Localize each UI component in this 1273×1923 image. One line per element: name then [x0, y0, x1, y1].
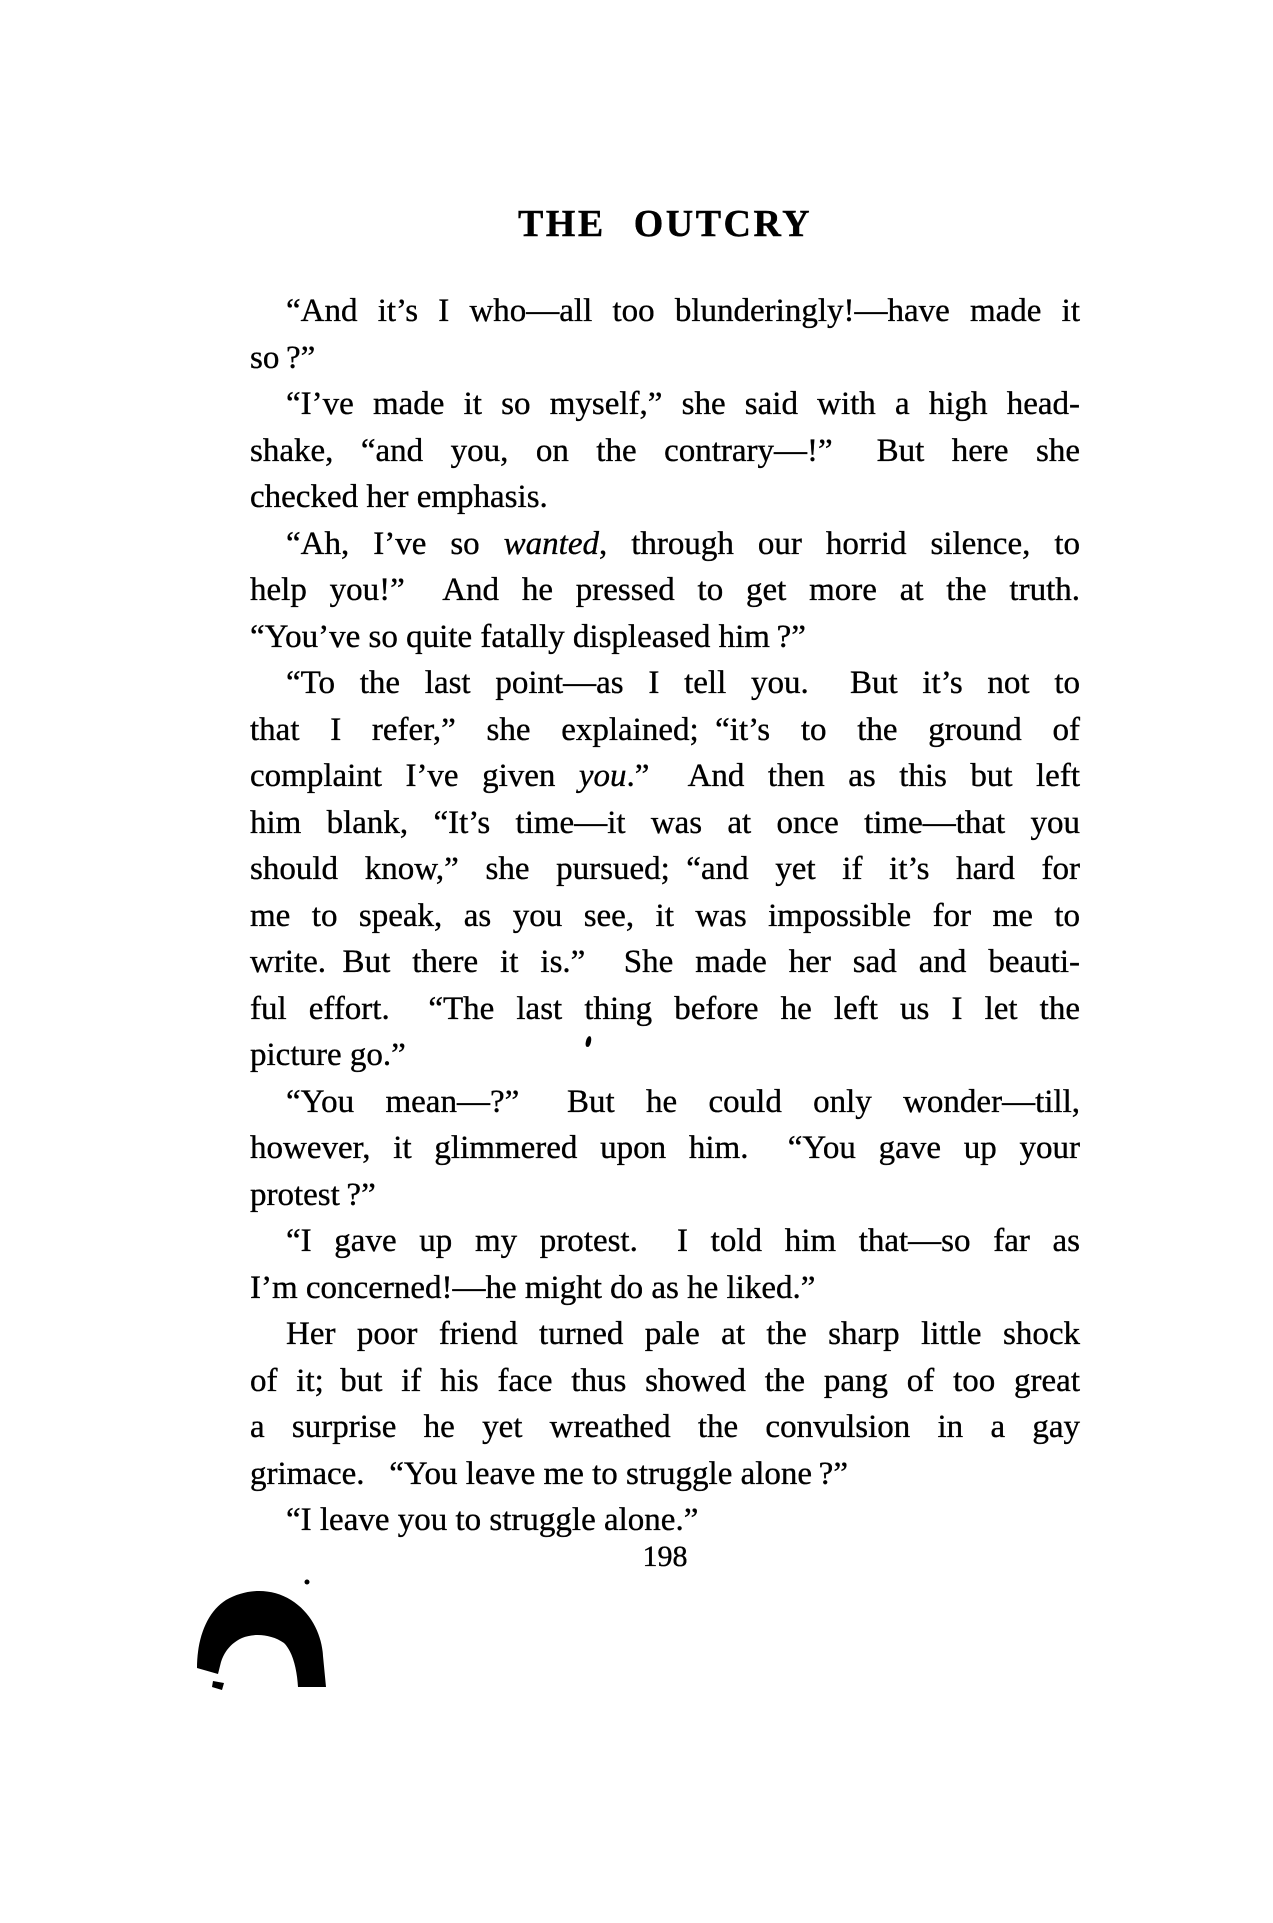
text-line — [250, 1125, 1080, 1172]
text-line — [250, 474, 1080, 521]
text-line — [250, 939, 1080, 986]
text-segment: “I’ve made it so myself,” she said with a high head- — [286, 386, 1080, 422]
ink-blot-arch-path — [197, 1591, 326, 1687]
text-segment: however, it glimmered upon him. “You gave up your — [250, 1130, 1080, 1166]
text-segment: “To the last point—as I tell you. But it’s not to — [286, 665, 1080, 701]
text-segment: shake, “and you, on the contrary—!” But here she — [250, 432, 1080, 469]
text-segment: help you!” And he pressed to get more at the truth. — [250, 572, 1080, 608]
text-line — [250, 614, 1080, 661]
text-segment: protest ?” — [250, 1176, 376, 1213]
page-title: THE OUTCRY — [517, 203, 813, 245]
text-segment: picture go.” — [250, 1037, 406, 1073]
text-line — [250, 1404, 1080, 1451]
text-line — [250, 335, 1080, 382]
text-segment: “You’ve so quite fatally displeased him ?” — [250, 618, 806, 655]
text-segment: checked her emphasis. — [250, 479, 548, 515]
page-text — [250, 288, 1080, 1544]
text-line — [250, 567, 1080, 614]
text-line — [250, 1218, 1080, 1265]
page-number: 198 — [642, 1540, 688, 1573]
text-segment: him blank, “It’s time—it was at once time—that you — [250, 804, 1080, 841]
text-line — [250, 660, 1080, 707]
text-line — [250, 521, 1080, 568]
text-segment: a surprise he yet wreathed the convulsion in a gay — [250, 1409, 1080, 1445]
text-segment: “I leave you to struggle alone.” — [286, 1502, 699, 1538]
text-segment: “You mean—?” But he could only wonder—till, — [286, 1083, 1080, 1120]
text-line — [250, 753, 1080, 800]
text-segment: that I refer,” she explained; “it’s to the ground of — [250, 711, 1080, 748]
text-line — [250, 1265, 1080, 1312]
text-line — [250, 893, 1080, 940]
text-line — [250, 288, 1080, 335]
text-segment: of it; but if his face thus showed the pang of too great — [250, 1362, 1080, 1399]
text-segment: .” And then as this but left — [626, 758, 1080, 794]
text-segment: , through our horrid silence, to — [598, 525, 1080, 562]
text-line — [250, 381, 1080, 428]
text-line — [250, 1497, 1080, 1544]
text-line — [250, 1032, 1080, 1079]
text-line — [250, 1311, 1080, 1358]
text-segment: Her poor friend turned pale at the sharp little shock — [286, 1316, 1080, 1352]
text-line — [250, 800, 1080, 847]
text-segment: should know,” she pursued; “and yet if it’s hard for — [250, 851, 1080, 887]
text-line — [250, 846, 1080, 893]
text-line — [250, 1172, 1080, 1219]
text-line — [250, 1358, 1080, 1405]
small-ink-tick-artifact — [212, 1681, 224, 1690]
text-segment: so ?” — [250, 339, 316, 376]
text-segment: I’m concerned!—he might do as he liked.” — [250, 1269, 816, 1306]
small-ink-dot-artifact — [305, 1580, 310, 1585]
text-segment: “I gave up my protest. I told him that—so far as — [286, 1223, 1080, 1259]
text-line — [250, 1451, 1080, 1498]
text-segment: grimace. “You leave me to struggle alone ?” — [250, 1455, 848, 1492]
italic-text-segment: you — [578, 758, 627, 794]
text-segment: ful effort. “The last thing before he left us I let the — [250, 990, 1080, 1027]
text-segment: complaint I’ve given — [250, 758, 579, 794]
text-line — [250, 428, 1080, 475]
ink-blot-arch-artifact — [185, 1572, 335, 1697]
text-segment: “Ah, I’ve so — [286, 525, 504, 562]
text-segment: me to speak, as you see, it was impossible for me to — [250, 897, 1080, 934]
text-line — [250, 986, 1080, 1033]
text-line — [250, 707, 1080, 754]
text-segment: “And it’s I who—all too blunderingly!—have made it — [286, 293, 1080, 329]
text-segment: write. But there it is.” She made her sad and beauti- — [250, 944, 1080, 980]
italic-text-segment: wanted — [503, 525, 599, 562]
text-line — [250, 1079, 1080, 1126]
